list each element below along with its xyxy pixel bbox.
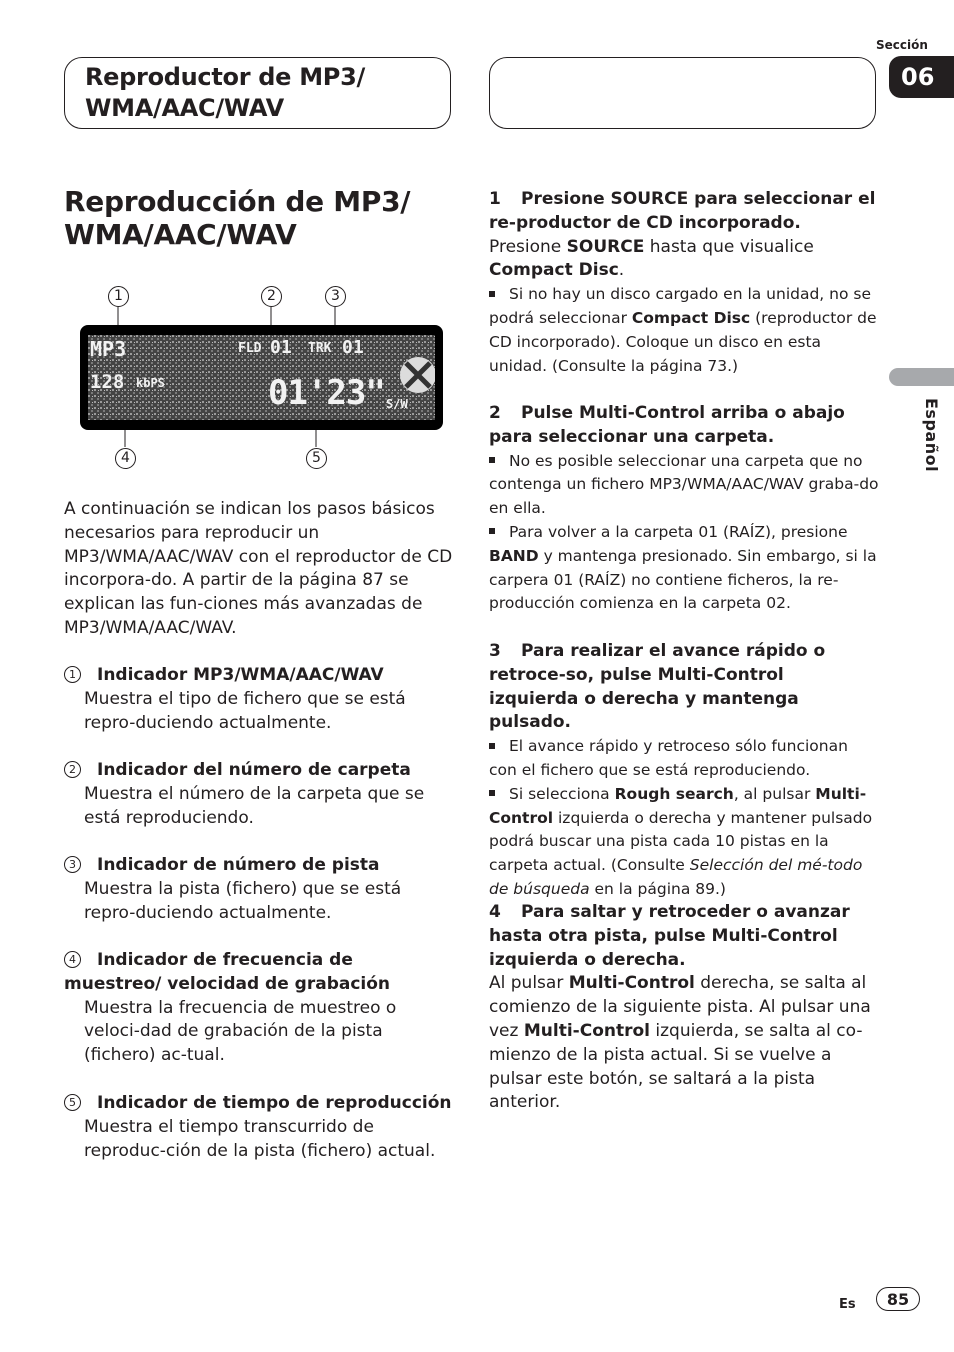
- step-4: [489, 901, 879, 1115]
- indicator-title: Indicador de tiempo de reproducción: [97, 1093, 452, 1113]
- indicator-item-1: [64, 664, 454, 735]
- indicator-body: Muestra el tiempo transcurrido de reproduc-ción de la pista (fichero) actual.: [84, 1116, 436, 1161]
- callout-4: 4: [115, 448, 136, 469]
- indicator-title: Indicador de frecuencia de muestreo/ velocidad de grabación: [64, 950, 391, 994]
- lcd-track-label: TRK: [308, 341, 332, 356]
- bullet-square-icon: [489, 528, 495, 534]
- indicator-title: Indicador de número de pista: [97, 855, 380, 875]
- lcd-folder-label: FLD: [238, 341, 262, 356]
- bullet-square-icon: [489, 457, 495, 463]
- lcd-track-number: 01: [342, 337, 364, 358]
- lcd-display: [80, 325, 443, 430]
- step-number: 4: [489, 902, 501, 922]
- step-number: 1: [489, 189, 501, 209]
- callout-2: 2: [261, 286, 282, 307]
- step-title: Para saltar y retroceder o avanzar hasta otra pista, pulse Multi-Control izquierda o derecha.: [489, 902, 850, 970]
- indicator-item-2: [64, 759, 454, 830]
- step-2: [489, 402, 879, 616]
- indicator-title: Indicador MP3/WMA/AAC/WAV: [97, 665, 384, 685]
- indicator-number: 3: [64, 856, 81, 873]
- section-label: Sección: [876, 38, 928, 52]
- indicator-number: 2: [64, 761, 81, 778]
- indicator-body: Muestra el número de la carpeta que se está reproduciendo.: [84, 783, 425, 828]
- step-title: Pulse Multi-Control arriba o abajo para seleccionar una carpeta.: [489, 403, 845, 447]
- callout-5: 5: [306, 448, 327, 469]
- indicator-item-4: [64, 949, 454, 1068]
- lcd-bitrate: 128: [90, 371, 125, 393]
- indicator-number: 4: [64, 951, 81, 968]
- step-title: Para realizar el avance rápido o retroce-so, pulse Multi-Control izquierda o derecha y mantenga pulsado.: [489, 641, 826, 733]
- lcd-format: MP3: [90, 337, 127, 361]
- step-3: [489, 640, 879, 902]
- lcd-mode: S/W: [386, 397, 408, 411]
- lcd-play-time: 01'23": [268, 373, 385, 413]
- bullet-square-icon: [489, 291, 495, 297]
- header-title: Reproductor de MP3/ WMA/AAC/WAV: [85, 63, 365, 122]
- indicator-number: 5: [64, 1094, 81, 1111]
- step-bullet: No es posible seleccionar una carpeta que no contenga un fichero MP3/WMA/AAC/WAV graba-do en ella.: [489, 451, 879, 518]
- indicator-number: 1: [64, 666, 81, 683]
- step-body: Presione SOURCE hasta que visualice Compact Disc.: [489, 236, 814, 281]
- indicator-item-3: [64, 854, 454, 925]
- lcd-folder-number: 01: [270, 337, 292, 358]
- indicator-body: Muestra la pista (fichero) que se está repro-duciendo actualmente.: [84, 878, 402, 923]
- lcd-bitrate-unit: kbPS: [136, 376, 165, 390]
- step-bullet: Si no hay un disco cargado en la unidad, no se podrá seleccionar Compact Disc (reproductor de CD incorporado). Coloque un disco en esta unidad. (Consulte la página 73.): [489, 285, 877, 375]
- bullet-square-icon: [489, 790, 495, 796]
- lcd-screen: [88, 335, 435, 420]
- intro-paragraph: A continuación se indican los pasos básicos necesarios para reproducir un MP3/WMA/AAC/WAV con el reproductor de CD incorpora-do. A partir de la página 87 se explican las fun-ciones más avanzadas de MP3/WMA/AAC/WAV.: [64, 499, 453, 638]
- step-body: Al pulsar Multi-Control derecha, se salta al comienzo de la siguiente pista. Al pulsar una vez Multi-Control izquierda, se salta al co-mienzo de la pista actual. Si se vuelve a pulsar este botón, se saltará a la pista anterior.: [489, 973, 871, 1113]
- step-bullet: Si selecciona Rough search, al pulsar Multi-Control izquierda o derecha y mantener pulsado podrá buscar una pista cada 10 pistas en la carpeta actual. (Consulte Selección del mé-todo de búsqueda en la página 89.): [489, 784, 873, 898]
- indicator-body: Muestra el tipo de fichero que se está repro-duciendo actualmente.: [84, 688, 406, 733]
- bullet-square-icon: [489, 743, 495, 749]
- indicator-title: Indicador del número de carpeta: [97, 760, 411, 780]
- step-bullet: Para volver a la carpeta 01 (RAÍZ), presione BAND y mantenga presionado. Sin embargo, si la carpera 01 (RAÍZ) no contiene ficheros, la re-producción comienza en la carpeta 02.: [489, 522, 877, 613]
- section-number-badge: 06: [889, 56, 954, 98]
- page-number: 85: [876, 1287, 920, 1311]
- footer-lang-code: Es: [839, 1297, 856, 1312]
- callout-3: 3: [325, 286, 346, 307]
- indicator-body: Muestra la frecuencia de muestreo o veloci-dad de grabación de la pista (fichero) ac-tual.: [84, 997, 397, 1066]
- main-title: Reproducción de MP3/ WMA/AAC/WAV: [64, 185, 411, 251]
- step-number: 2: [489, 403, 501, 423]
- language-label: Español: [922, 398, 941, 473]
- step-1: [489, 188, 879, 378]
- step-title: Presione SOURCE para seleccionar el re-productor de CD incorporado.: [489, 189, 876, 233]
- callout-1: 1: [108, 286, 129, 307]
- step-bullet: El avance rápido y retroceso sólo funcionan con el fichero que se está reproduciendo.: [489, 737, 848, 779]
- step-number: 3: [489, 641, 501, 661]
- indicator-item-5: [64, 1092, 454, 1163]
